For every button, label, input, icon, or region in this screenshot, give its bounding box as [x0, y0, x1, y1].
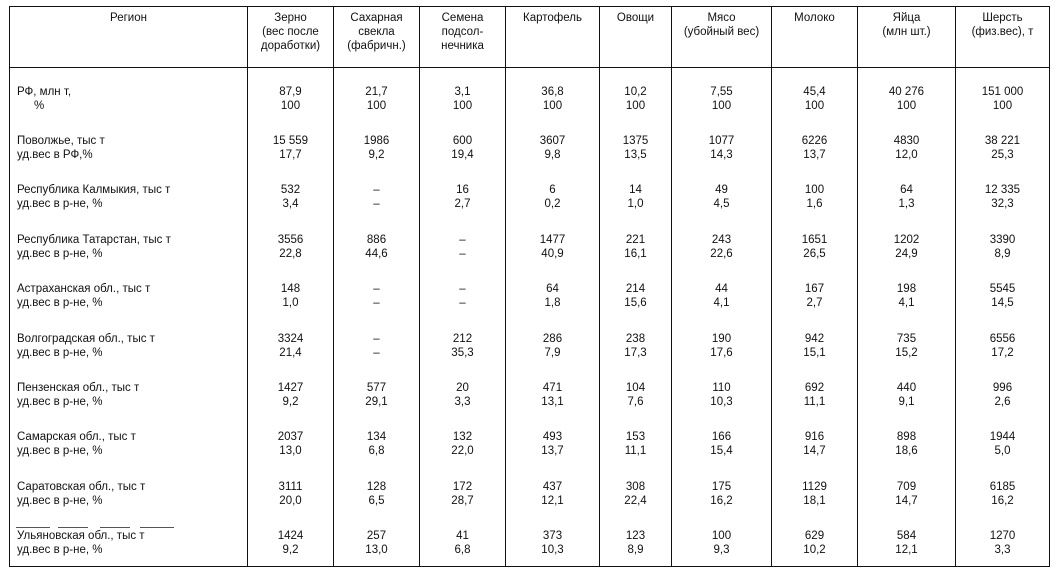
value-cell: 942	[772, 319, 858, 346]
column-header: Молоко	[772, 7, 858, 68]
share-cell: 12,0	[858, 148, 956, 171]
column-header: Семена подсол- нечника	[420, 7, 506, 68]
value-cell: 167	[772, 270, 858, 297]
share-cell: 9,2	[248, 395, 334, 418]
share-cell: 15,2	[858, 346, 956, 369]
share-cell: 100	[420, 99, 506, 122]
share-cell: 13,7	[772, 148, 858, 171]
share-label: уд.вес в р-не, %	[10, 346, 248, 369]
share-cell: 6,5	[334, 494, 420, 517]
column-header: Яйца (млн шт.)	[858, 7, 956, 68]
region-label: Астраханская обл., тыс т	[10, 270, 248, 297]
share-cell: 12,1	[506, 494, 600, 517]
share-cell: 8,9	[956, 247, 1050, 270]
value-cell: 1477	[506, 220, 600, 247]
share-cell: 22,0	[420, 444, 506, 467]
table-row-share	[10, 197, 1050, 220]
share-cell: 2,7	[772, 296, 858, 319]
value-cell: 7,55	[672, 68, 772, 99]
share-cell: 7,6	[600, 395, 672, 418]
share-cell: 100	[858, 99, 956, 122]
value-cell: 36,8	[506, 68, 600, 99]
value-cell: 6226	[772, 121, 858, 148]
share-cell: 3,3	[420, 395, 506, 418]
region-label: Волгоградская обл., тыс т	[10, 319, 248, 346]
value-cell: 3390	[956, 220, 1050, 247]
share-cell: 0,2	[506, 197, 600, 220]
share-cell: 4,1	[858, 296, 956, 319]
value-cell: 175	[672, 467, 772, 494]
share-cell: 10,3	[506, 543, 600, 566]
share-label: уд.вес в р-не, %	[10, 444, 248, 467]
value-cell: 3556	[248, 220, 334, 247]
footnote-rule	[16, 527, 50, 528]
value-cell: –	[420, 270, 506, 297]
table-row	[10, 171, 1050, 198]
share-cell: 1,6	[772, 197, 858, 220]
value-cell: 3,1	[420, 68, 506, 99]
table-body	[10, 68, 1050, 567]
share-cell: 3,4	[248, 197, 334, 220]
share-cell: 6,8	[420, 543, 506, 566]
column-header: Зерно (вес после доработки)	[248, 7, 334, 68]
value-cell: 134	[334, 418, 420, 445]
value-cell: 6556	[956, 319, 1050, 346]
value-cell: 172	[420, 467, 506, 494]
share-cell: 19,4	[420, 148, 506, 171]
value-cell: 104	[600, 368, 672, 395]
share-cell: 14,7	[772, 444, 858, 467]
share-cell: 12,1	[858, 543, 956, 566]
value-cell: 373	[506, 516, 600, 543]
share-cell: 13,5	[600, 148, 672, 171]
value-cell: 100	[772, 171, 858, 198]
share-cell: 8,9	[600, 543, 672, 566]
share-cell: 100	[334, 99, 420, 122]
value-cell: 45,4	[772, 68, 858, 99]
value-cell: 1427	[248, 368, 334, 395]
value-cell: 243	[672, 220, 772, 247]
table-row-share	[10, 247, 1050, 270]
share-cell: 6,8	[334, 444, 420, 467]
share-cell: 13,7	[506, 444, 600, 467]
share-cell: 35,3	[420, 346, 506, 369]
value-cell: 10,2	[600, 68, 672, 99]
share-cell: 13,1	[506, 395, 600, 418]
share-cell: 13,0	[334, 543, 420, 566]
share-cell: 18,6	[858, 444, 956, 467]
share-cell: –	[334, 296, 420, 319]
share-label: уд.вес в р-не, %	[10, 247, 248, 270]
column-header: Овощи	[600, 7, 672, 68]
value-cell: 1077	[672, 121, 772, 148]
table-row-share	[10, 395, 1050, 418]
share-cell: 14,5	[956, 296, 1050, 319]
share-cell: 1,0	[248, 296, 334, 319]
region-label: Пензенская обл., тыс т	[10, 368, 248, 395]
table-row-share	[10, 99, 1050, 122]
column-header: Сахарная свекла (фабричн.)	[334, 7, 420, 68]
value-cell: 41	[420, 516, 506, 543]
region-label: Республика Калмыкия, тыс т	[10, 171, 248, 198]
value-cell: 100	[672, 516, 772, 543]
share-cell: 9,2	[248, 543, 334, 566]
share-label: уд.вес в РФ,%	[10, 148, 248, 171]
value-cell: –	[420, 220, 506, 247]
share-cell: 10,3	[672, 395, 772, 418]
share-cell: 100	[600, 99, 672, 122]
value-cell: 600	[420, 121, 506, 148]
value-cell: 166	[672, 418, 772, 445]
region-label: Саратовская обл., тыс т	[10, 467, 248, 494]
share-cell: 1,0	[600, 197, 672, 220]
share-cell: 10,2	[772, 543, 858, 566]
share-cell: 9,3	[672, 543, 772, 566]
share-cell: 28,7	[420, 494, 506, 517]
value-cell: 1944	[956, 418, 1050, 445]
share-cell: 44,6	[334, 247, 420, 270]
value-cell: 49	[672, 171, 772, 198]
share-cell: 100	[248, 99, 334, 122]
value-cell: 110	[672, 368, 772, 395]
value-cell: 190	[672, 319, 772, 346]
share-cell: 32,3	[956, 197, 1050, 220]
table-row-share	[10, 346, 1050, 369]
value-cell: 132	[420, 418, 506, 445]
value-cell: 3324	[248, 319, 334, 346]
value-cell: 238	[600, 319, 672, 346]
value-cell: 1986	[334, 121, 420, 148]
share-cell: 2,7	[420, 197, 506, 220]
share-cell: 29,1	[334, 395, 420, 418]
share-cell: 18,1	[772, 494, 858, 517]
value-cell: 1424	[248, 516, 334, 543]
share-cell: 7,9	[506, 346, 600, 369]
value-cell: 3607	[506, 121, 600, 148]
value-cell: 437	[506, 467, 600, 494]
region-label: Ульяновская обл., тыс т	[10, 516, 248, 543]
value-cell: 148	[248, 270, 334, 297]
share-label: уд.вес в р-не, %	[10, 197, 248, 220]
value-cell: 886	[334, 220, 420, 247]
value-cell: 308	[600, 467, 672, 494]
value-cell: 1202	[858, 220, 956, 247]
table-row	[10, 516, 1050, 543]
share-label: уд.вес в р-не, %	[10, 395, 248, 418]
value-cell: 5545	[956, 270, 1050, 297]
value-cell: 493	[506, 418, 600, 445]
value-cell: 21,7	[334, 68, 420, 99]
value-cell: 198	[858, 270, 956, 297]
table-row	[10, 368, 1050, 395]
column-header: Картофель	[506, 7, 600, 68]
table-row	[10, 121, 1050, 148]
value-cell: 898	[858, 418, 956, 445]
value-cell: 16	[420, 171, 506, 198]
value-cell: 214	[600, 270, 672, 297]
share-cell: 100	[772, 99, 858, 122]
value-cell: 212	[420, 319, 506, 346]
value-cell: 2037	[248, 418, 334, 445]
table-row-share	[10, 444, 1050, 467]
table-row	[10, 467, 1050, 494]
value-cell: 153	[600, 418, 672, 445]
value-cell: 1375	[600, 121, 672, 148]
region-label: Поволжье, тыс т	[10, 121, 248, 148]
value-cell: 123	[600, 516, 672, 543]
share-cell: 24,9	[858, 247, 956, 270]
share-cell: 16,1	[600, 247, 672, 270]
value-cell: 6	[506, 171, 600, 198]
value-cell: 20	[420, 368, 506, 395]
share-cell: 16,2	[956, 494, 1050, 517]
share-cell: 11,1	[600, 444, 672, 467]
value-cell: 1129	[772, 467, 858, 494]
header-row	[10, 7, 1050, 68]
value-cell: 1270	[956, 516, 1050, 543]
value-cell: 4830	[858, 121, 956, 148]
value-cell: 14	[600, 171, 672, 198]
share-cell: 15,6	[600, 296, 672, 319]
share-label: уд.вес в р-не, %	[10, 543, 248, 566]
share-cell: 15,1	[772, 346, 858, 369]
share-cell: 17,2	[956, 346, 1050, 369]
value-cell: –	[334, 319, 420, 346]
share-label: уд.вес в р-не, %	[10, 296, 248, 319]
value-cell: 6185	[956, 467, 1050, 494]
value-cell: 221	[600, 220, 672, 247]
value-cell: 709	[858, 467, 956, 494]
share-cell: 21,4	[248, 346, 334, 369]
footnote-rule	[100, 527, 130, 528]
value-cell: 87,9	[248, 68, 334, 99]
share-cell: 1,8	[506, 296, 600, 319]
share-cell: 16,2	[672, 494, 772, 517]
share-cell: 25,3	[956, 148, 1050, 171]
share-cell: 22,4	[600, 494, 672, 517]
production-table	[9, 6, 1050, 567]
share-cell: 9,8	[506, 148, 600, 171]
region-label: Самарская обл., тыс т	[10, 418, 248, 445]
table-row	[10, 220, 1050, 247]
table-row	[10, 68, 1050, 99]
share-cell: 9,1	[858, 395, 956, 418]
value-cell: 151 000	[956, 68, 1050, 99]
share-label: %	[10, 99, 248, 122]
value-cell: –	[334, 270, 420, 297]
value-cell: 692	[772, 368, 858, 395]
value-cell: 1651	[772, 220, 858, 247]
share-cell: 11,1	[772, 395, 858, 418]
share-cell: 9,2	[334, 148, 420, 171]
region-label: Республика Татарстан, тыс т	[10, 220, 248, 247]
value-cell: 471	[506, 368, 600, 395]
share-cell: 15,4	[672, 444, 772, 467]
table-row	[10, 270, 1050, 297]
table-row-share	[10, 296, 1050, 319]
share-cell: 26,5	[772, 247, 858, 270]
share-label: уд.вес в р-не, %	[10, 494, 248, 517]
share-cell: 14,3	[672, 148, 772, 171]
share-cell: 100	[956, 99, 1050, 122]
value-cell: 128	[334, 467, 420, 494]
share-cell: 13,0	[248, 444, 334, 467]
table-row-share	[10, 148, 1050, 171]
share-cell: 17,6	[672, 346, 772, 369]
table-row-share	[10, 543, 1050, 566]
value-cell: 735	[858, 319, 956, 346]
table-row	[10, 319, 1050, 346]
region-label: РФ, млн т,	[10, 68, 248, 99]
share-cell: 2,6	[956, 395, 1050, 418]
share-cell: 14,7	[858, 494, 956, 517]
value-cell: 38 221	[956, 121, 1050, 148]
table-row	[10, 418, 1050, 445]
share-cell: 22,6	[672, 247, 772, 270]
share-cell: 20,0	[248, 494, 334, 517]
value-cell: 577	[334, 368, 420, 395]
share-cell: 3,3	[956, 543, 1050, 566]
column-header: Шерсть (физ.вес), т	[956, 7, 1050, 68]
value-cell: 64	[858, 171, 956, 198]
value-cell: 440	[858, 368, 956, 395]
share-cell: 5,0	[956, 444, 1050, 467]
footnote-rule	[58, 527, 88, 528]
footnote-rule	[140, 527, 174, 528]
share-cell: 4,1	[672, 296, 772, 319]
value-cell: 629	[772, 516, 858, 543]
share-cell: 1,3	[858, 197, 956, 220]
share-cell: 4,5	[672, 197, 772, 220]
column-header-region: Регион	[10, 7, 248, 68]
table-row-share	[10, 494, 1050, 517]
value-cell: 916	[772, 418, 858, 445]
share-cell: 100	[506, 99, 600, 122]
value-cell: 257	[334, 516, 420, 543]
share-cell: –	[334, 346, 420, 369]
value-cell: 584	[858, 516, 956, 543]
value-cell: 286	[506, 319, 600, 346]
share-cell: 17,3	[600, 346, 672, 369]
share-cell: –	[334, 197, 420, 220]
share-cell: 40,9	[506, 247, 600, 270]
value-cell: 3111	[248, 467, 334, 494]
value-cell: 996	[956, 368, 1050, 395]
column-header: Мясо (убойный вес)	[672, 7, 772, 68]
value-cell: 40 276	[858, 68, 956, 99]
share-cell: –	[420, 296, 506, 319]
share-cell: –	[420, 247, 506, 270]
share-cell: 100	[672, 99, 772, 122]
share-cell: 17,7	[248, 148, 334, 171]
share-cell: 22,8	[248, 247, 334, 270]
value-cell: 64	[506, 270, 600, 297]
value-cell: 12 335	[956, 171, 1050, 198]
value-cell: 532	[248, 171, 334, 198]
value-cell: –	[334, 171, 420, 198]
value-cell: 15 559	[248, 121, 334, 148]
value-cell: 44	[672, 270, 772, 297]
